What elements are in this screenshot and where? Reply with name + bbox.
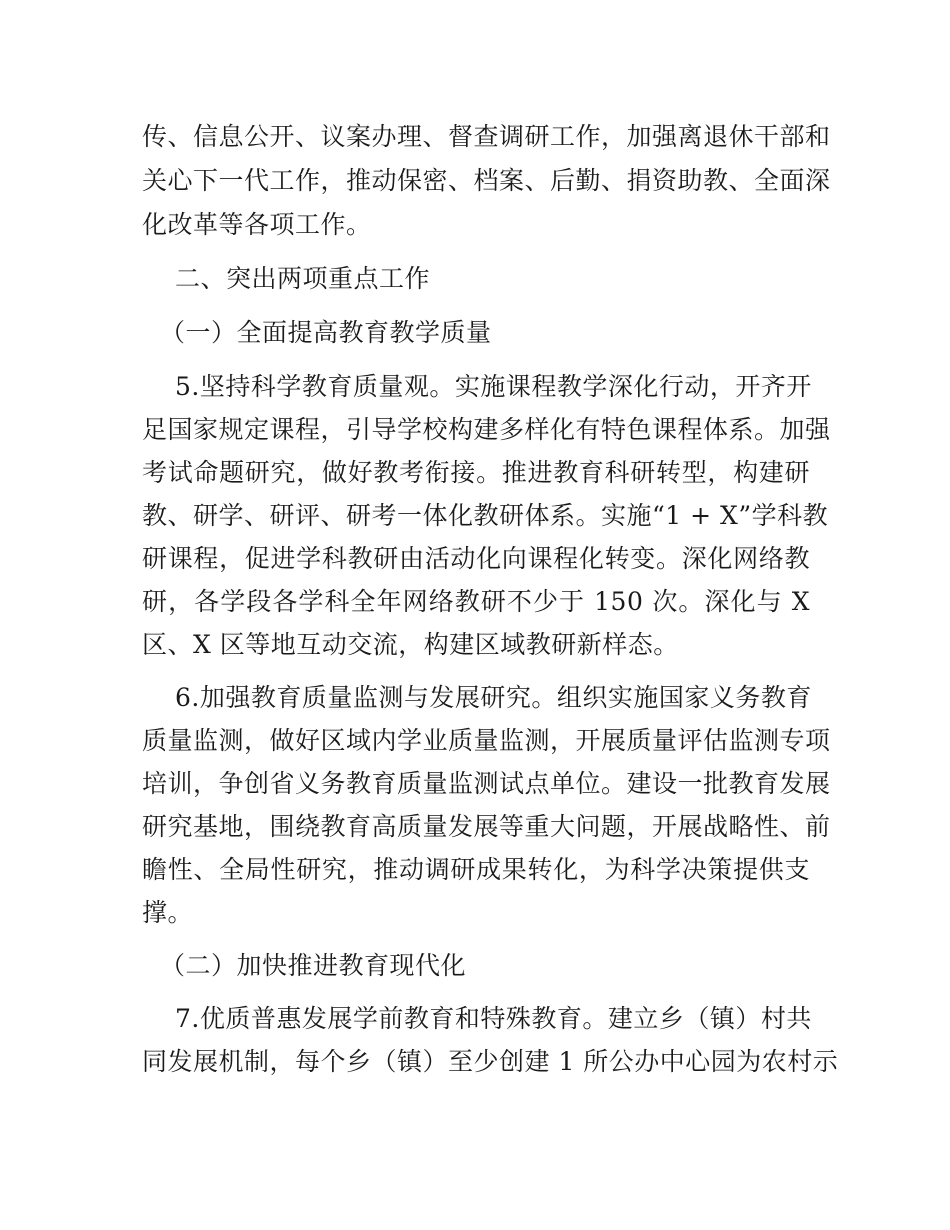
paragraph-line: 传、信息公开、议案办理、督查调研工作，加强离退休干部和 — [142, 122, 831, 151]
subsection-heading: （二）加快推进教育现代化 — [160, 951, 467, 980]
paragraph-line: 区、X 区等地互动交流，构建区域教研新样态。 — [142, 630, 679, 659]
paragraph-line: 6.加强教育质量监测与发展研究。组织实施国家义务教育 — [175, 683, 812, 712]
paragraph-line: 研，各学段各学科全年网络教研不少于 150 次。深化与 X — [142, 587, 810, 616]
paragraph-line: 7.优质普惠发展学前教育和特殊教育。建立乡（镇）村共 — [175, 1004, 812, 1033]
paragraph-line: 教、研学、研评、研考一体化教研体系。实施“1 + X”学科教 — [142, 501, 829, 530]
paragraph-line: 化改革等各项工作。 — [142, 210, 372, 239]
section-heading: 二、突出两项重点工作 — [175, 264, 431, 293]
paragraph-line: 关心下一代工作，推动保密、档案、后勤、捐资助教、全面深 — [142, 166, 831, 195]
paragraph-line: 5.坚持科学教育质量观。实施课程教学深化行动，开齐开 — [175, 372, 812, 401]
paragraph-line: 撑。 — [142, 898, 194, 927]
paragraph-line: 质量监测，做好区域内学业质量监测，开展质量评估监测专项 — [142, 726, 831, 755]
paragraph-line: 瞻性、全局性研究，推动调研成果转化，为科学决策提供支 — [142, 855, 810, 884]
paragraph-line: 同发展机制，每个乡（镇）至少创建 1 所公办中心园为农村示 — [142, 1047, 839, 1076]
paragraph-line: 研究基地，围绕教育高质量发展等重大问题，开展战略性、前 — [142, 812, 831, 841]
paragraph-line: 考试命题研究，做好教考衔接。推进教育科研转型，构建研 — [142, 458, 810, 487]
paragraph-line: 足国家规定课程，引导学校构建多样化有特色课程体系。加强 — [142, 415, 831, 444]
paragraph-line: 培训，争创省义务教育质量监测试点单位。建设一批教育发展 — [142, 769, 831, 798]
subsection-heading: （一）全面提高教育教学质量 — [160, 318, 492, 347]
paragraph-line: 研课程，促进学科教研由活动化向课程化转变。深化网络教 — [142, 544, 810, 573]
